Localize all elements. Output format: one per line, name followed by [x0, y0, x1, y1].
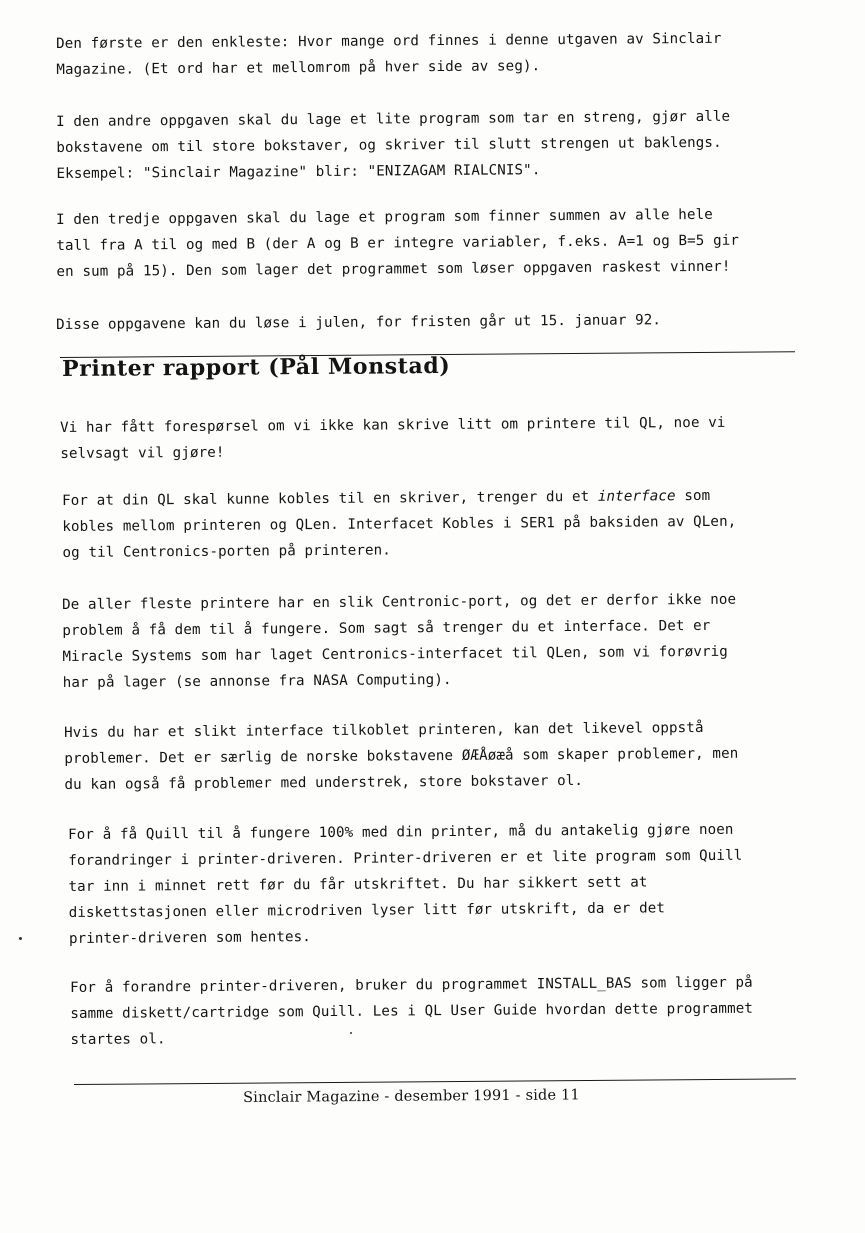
article-paragraph-1	[60, 409, 800, 467]
text-line: diskettstasjonen eller microdriven lyser litt før utskrift, da er det	[68, 900, 666, 921]
text-line: samme diskett/cartridge som Quill. Les i QL User Guide hvordan dette programmet	[70, 1000, 754, 1022]
text-line: I den andre oppgaven skal du lage et lite program som tar en streng, gjør alle	[56, 108, 731, 130]
page-footer: Sinclair Magazine - desember 1991 - side 11	[243, 1087, 581, 1106]
text-line: tar inn i minnet rett før du får utskriftet. Du har sikkert sett at	[68, 874, 648, 895]
text-line: Miracle Systems som har laget Centronics-interfacet til QLen, som vi forøvrig	[62, 643, 728, 665]
scan-speck	[19, 937, 22, 940]
text-line: har på lager (se annonse fra NASA Computing).	[62, 671, 452, 691]
text-line: en sum på 15). Den som lager det programmet som løser oppgaven raskest vinner!	[56, 258, 731, 280]
text-line: For å få Quill til å fungere 100% med din printer, må du antakelig gjøre noen	[68, 821, 734, 843]
text-line: du kan også få problemer med understrek, store bokstaver ol.	[64, 772, 584, 793]
article-paragraph-4	[64, 714, 805, 798]
intro-paragraph-2	[56, 103, 797, 187]
text-line: bokstavene om til store bokstaver, og skriver til slutt strengen ut baklengs.	[56, 134, 722, 156]
text-line: kobles mellom printeren og QLen. Interfacet Kobles i SER1 på baksiden av QLen,	[62, 513, 737, 535]
intro-paragraph-4	[56, 306, 796, 338]
text-line: Eksempel: "Sinclair Magazine" blir: "ENIZAGAM RIALCNIS".	[56, 162, 541, 182]
text-line: printer-driveren som hentes.	[68, 929, 311, 947]
text-line: Disse oppgavene kan du løse i julen, for fristen går ut 15. januar 92.	[56, 312, 662, 333]
text-line: De aller fleste printere har en slik Centronic-port, og det er derfor ikke noe	[62, 591, 737, 613]
text-line: og til Centronics-porten på printeren.	[62, 542, 391, 561]
article-paragraph-6	[70, 969, 811, 1053]
interface-term: interface	[597, 488, 676, 505]
text-segment: For at din QL skal kunne kobles til en skriver, trenger du et	[62, 488, 598, 509]
article-paragraph-3	[62, 586, 803, 696]
text-line: startes ol.	[70, 1031, 166, 1048]
text-line: Vi har fått forespørsel om vi ikke kan skrive litt om printere til QL, noe vi	[60, 414, 726, 436]
article-title: Printer rapport (Pål Monstad)	[62, 352, 451, 382]
text-line: I den tredje oppgaven skal du lage et program som finner summen av alle hele	[56, 206, 713, 228]
intro-paragraph-1	[56, 25, 796, 83]
intro-paragraph-3	[56, 201, 797, 285]
text-line: Magazine. (Et ord har et mellomrom på hver side av seg).	[56, 58, 541, 78]
footer-divider	[74, 1078, 796, 1085]
text-line: Den første er den enkleste: Hvor mange ord finnes i denne utgaven av Sinclair	[56, 30, 722, 52]
text-segment: som	[675, 487, 711, 505]
text-line: problemer. Det er særlig de norske bokstavene ØÆÅøæå som skaper problemer, men	[64, 745, 739, 767]
text-line: tall fra A til og med B (der A og B er integre variabler, f.eks. A=1 og B=5 gir	[56, 232, 740, 254]
article-paragraph-5	[68, 816, 809, 952]
article-paragraph-2	[62, 482, 803, 566]
text-line: problem å få dem til å fungere. Som sagt så trenger du et interface. Det er	[62, 617, 711, 639]
scan-speck	[350, 1032, 352, 1034]
text-line: For å forandre printer-driveren, bruker du programmet INSTALL_BAS som ligger på	[70, 974, 753, 996]
text-line: selvsagt vil gjøre!	[60, 444, 225, 462]
text-line: forandringer i printer-driveren. Printer-driveren er et lite program som Quill	[68, 847, 743, 869]
text-line: Hvis du har et slikt interface tilkoblet printeren, kan det likevel oppstå	[64, 719, 704, 741]
